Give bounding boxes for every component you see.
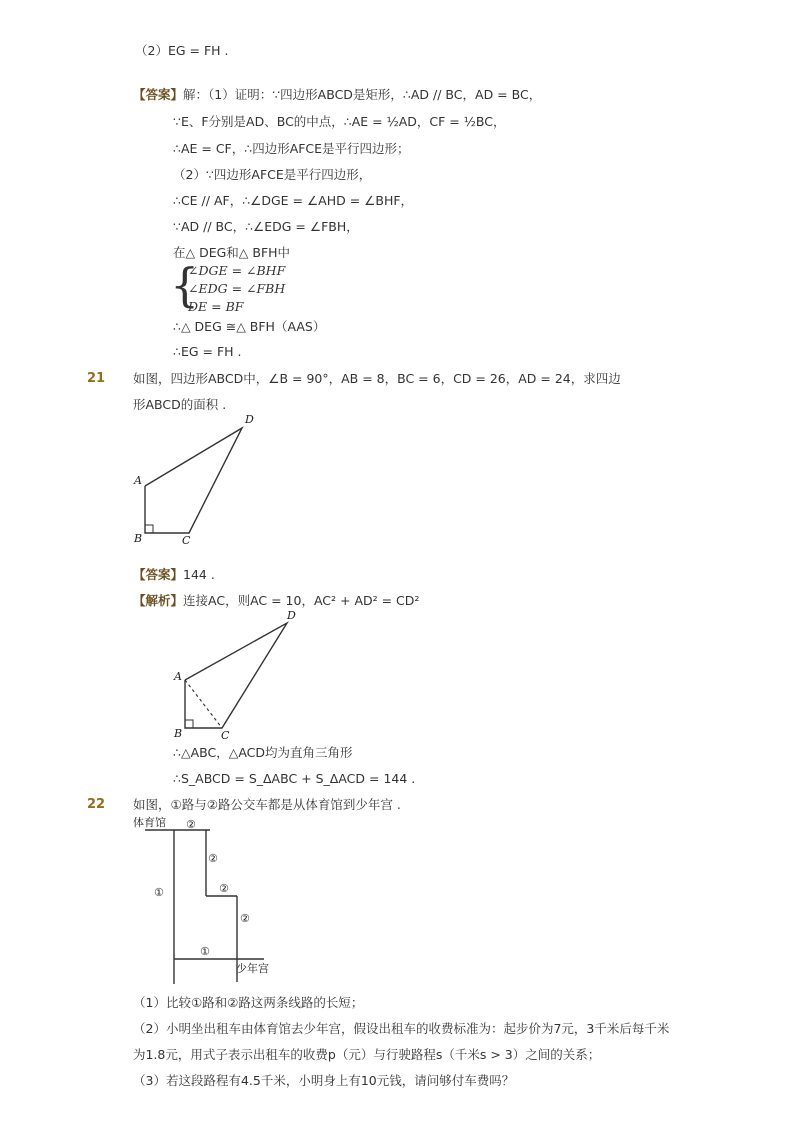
q22-sub-2: （2）小明坐出租车由体育馆去少年宫，假设出租车的收费标准为：起步价为7元，3千米后每千米 [133,1021,670,1036]
answer-line-9: ∴EG = FH . [173,344,242,359]
answer-line-5: ∴CE // AF，∴∠DGE = ∠AHD = ∠BHF， [173,193,414,208]
q21-analysis-1: 【解析】连接AC，则AC = 10，AC² + AD² = CD² [133,593,420,608]
q22-sub-2-cont: 为1.8元，用式子表示出租车的收费p（元）与行驶路程s（千米s > 3）之间的关系； [133,1047,601,1062]
q21b-label-a: A [174,670,182,683]
q21-label-c: C [182,534,191,547]
line-eg-fh-part2: （2）EG = FH . [135,43,229,58]
question-number-21: 21 [87,371,106,386]
q21-label-b: B [134,532,143,545]
q21-analysis-2: ∴△ABC，△ACD均为直角三角形 [173,745,353,760]
q21-answer: 【答案】144 . [133,567,215,582]
q22-route-figure [130,812,290,992]
equation-system-brace: { [170,258,200,312]
system-eq-1: ∠DGE = ∠BHF [188,263,286,278]
route2-label-segment-3: ② [240,912,250,925]
q21b-label-b: B [174,727,183,740]
route2-label-segment-1: ② [208,852,218,865]
q21b-label-c: C [221,729,230,742]
answer-line-3: ∴AE = CF，∴四边形AFCE是平行四边形； [173,141,410,156]
answer-tag: 【答案】 [133,87,184,102]
system-eq-3: DE = BF [188,299,244,314]
q22-sub-3: （3）若这段路程有4.5千米，小明身上有10元钱，请问够付车费吗？ [133,1073,515,1088]
q21-label-d: D [245,413,254,426]
route1-label-horizontal: ① [200,945,210,958]
answer-line-4: （2）∵四边形AFCE是平行四边形， [173,167,372,182]
q21-analysis-figure [165,605,305,745]
q21-figure [125,410,265,550]
answer-line-7: 在△ DEG和△ BFH中 [173,245,291,260]
route2-label-segment-2: ② [219,882,229,895]
q22-sub-1: （1）比较①路和②路这两条线路的长短； [133,995,364,1010]
q21-text-2: 形ABCD的面积 . [133,397,227,412]
q21-label-a: A [134,474,142,487]
answer-line-6: ∵AD // BC，∴∠EDG = ∠FBH， [173,219,359,234]
route1-label-vertical: ① [154,886,164,899]
answer-line-8: ∴△ DEG ≅△ BFH（AAS） [173,319,326,334]
question-number-22: 22 [87,797,106,812]
answer-line-2: ∵E、F分别是AD、BC的中点，∴AE = ½AD，CF = ½BC， [173,114,506,129]
end-label-youth-palace: 少年宫 [236,962,269,975]
q21-analysis-3: ∴S_ABCD = S_ΔABC + S_ΔACD = 144 . [173,771,416,786]
route2-label-top: ② [186,818,196,831]
q21b-label-d: D [287,609,296,622]
q22-text: 如图，①路与②路公交车都是从体育馆到少年宫 . [133,797,401,812]
q21-text-1: 如图，四边形ABCD中，∠B = 90°，AB = 8，BC = 6，CD = 26，AD = 24，求四边 [133,371,621,386]
start-label-gym: 体育馆 [133,816,166,829]
answer-line-1: 【答案】解：（1）证明：∵四边形ABCD是矩形，∴AD // BC，AD = BC， [133,87,542,102]
system-eq-2: ∠EDG = ∠FBH [188,281,286,296]
